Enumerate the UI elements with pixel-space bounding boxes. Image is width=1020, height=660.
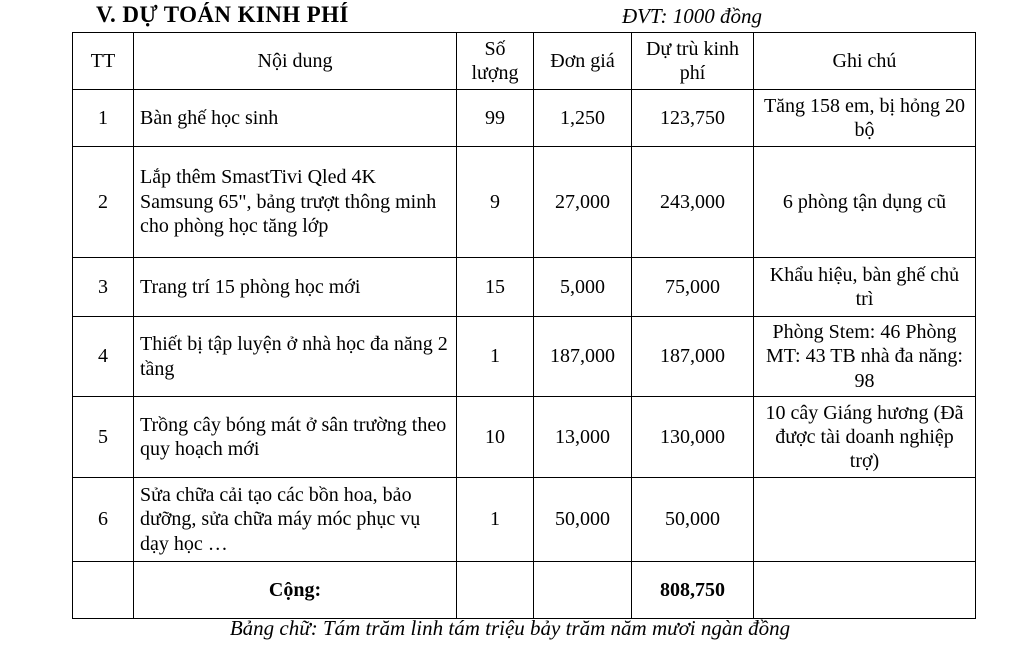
cell-ghi-chu: Phòng Stem: 46 Phòng MT: 43 TB nhà đa năng: 98 xyxy=(754,317,976,397)
cell-don-gia: 50,000 xyxy=(534,478,632,562)
total-value: 808,750 xyxy=(632,562,754,619)
cell-ghi-chu xyxy=(754,478,976,562)
cell-don-gia: 27,000 xyxy=(534,147,632,258)
table-row xyxy=(73,317,976,397)
cell-ghi-chu: Tăng 158 em, bị hỏng 20 bộ xyxy=(754,90,976,147)
cell-noi-dung: Sửa chữa cải tạo các bồn hoa, bảo dưỡng, sửa chữa máy móc phục vụ dạy học … xyxy=(134,478,457,562)
cell-du-tru: 130,000 xyxy=(632,397,754,478)
table-row xyxy=(73,478,976,562)
cell-ghi-chu: Khẩu hiệu, bàn ghế chủ trì xyxy=(754,258,976,317)
cell-ghi-chu: 6 phòng tận dụng cũ xyxy=(754,147,976,258)
total-row-empty-ghi-chu xyxy=(754,562,976,619)
cell-tt: 2 xyxy=(73,147,134,258)
cell-tt: 3 xyxy=(73,258,134,317)
table-row xyxy=(73,90,976,147)
cell-noi-dung: Trang trí 15 phòng học mới xyxy=(134,258,457,317)
cell-so-luong: 10 xyxy=(457,397,534,478)
cell-du-tru: 75,000 xyxy=(632,258,754,317)
cell-don-gia: 13,000 xyxy=(534,397,632,478)
cell-du-tru: 123,750 xyxy=(632,90,754,147)
table-body xyxy=(73,90,976,619)
cell-du-tru: 243,000 xyxy=(632,147,754,258)
cell-don-gia: 187,000 xyxy=(534,317,632,397)
cell-so-luong: 1 xyxy=(457,478,534,562)
total-row xyxy=(73,562,976,619)
cell-noi-dung: Trồng cây bóng mát ở sân trường theo quy hoạch mới xyxy=(134,397,457,478)
cell-don-gia: 5,000 xyxy=(534,258,632,317)
column-header-don-gia: Đơn giá xyxy=(534,33,632,90)
cell-so-luong: 9 xyxy=(457,147,534,258)
document-header xyxy=(0,0,1020,32)
cell-so-luong: 99 xyxy=(457,90,534,147)
budget-table-container xyxy=(72,32,975,619)
table-row xyxy=(73,397,976,478)
total-label: Cộng: xyxy=(134,562,457,619)
cell-so-luong: 1 xyxy=(457,317,534,397)
column-header-ghi-chu: Ghi chú xyxy=(754,33,976,90)
budget-table xyxy=(72,32,976,619)
cell-tt: 5 xyxy=(73,397,134,478)
column-header-noi-dung: Nội dung xyxy=(134,33,457,90)
cell-noi-dung: Bàn ghế học sinh xyxy=(134,90,457,147)
header-row xyxy=(73,33,976,90)
table-header xyxy=(73,33,976,90)
amount-in-words-caption: Bảng chữ: Tám trăm linh tám triệu bảy trăm năm mươi ngàn đồng xyxy=(229,616,791,640)
cell-ghi-chu: 10 cây Giáng hương (Đã được tài doanh nghiệp trợ) xyxy=(754,397,976,478)
table-row xyxy=(73,258,976,317)
currency-unit-note: ĐVT: 1000 đồng xyxy=(622,4,763,28)
cell-don-gia: 1,250 xyxy=(534,90,632,147)
column-header-du-tru: Dự trù kinh phí xyxy=(632,33,754,90)
column-header-tt: TT xyxy=(73,33,134,90)
total-row-empty-don-gia xyxy=(534,562,632,619)
column-header-so-luong: Số lượng xyxy=(457,33,534,90)
page-title: V. DỰ TOÁN KINH PHÍ xyxy=(96,2,349,27)
cell-noi-dung: Thiết bị tập luyện ở nhà học đa năng 2 tầng xyxy=(134,317,457,397)
total-row-empty-tt xyxy=(73,562,134,619)
cell-noi-dung: Lắp thêm SmastTivi Qled 4K Samsung 65", bảng trượt thông minh cho phòng học tăng lớp xyxy=(134,147,457,258)
cell-tt: 4 xyxy=(73,317,134,397)
total-row-empty-so-luong xyxy=(457,562,534,619)
table-row xyxy=(73,147,976,258)
cell-du-tru: 50,000 xyxy=(632,478,754,562)
cell-du-tru: 187,000 xyxy=(632,317,754,397)
cell-tt: 6 xyxy=(73,478,134,562)
cell-tt: 1 xyxy=(73,90,134,147)
cell-so-luong: 15 xyxy=(457,258,534,317)
